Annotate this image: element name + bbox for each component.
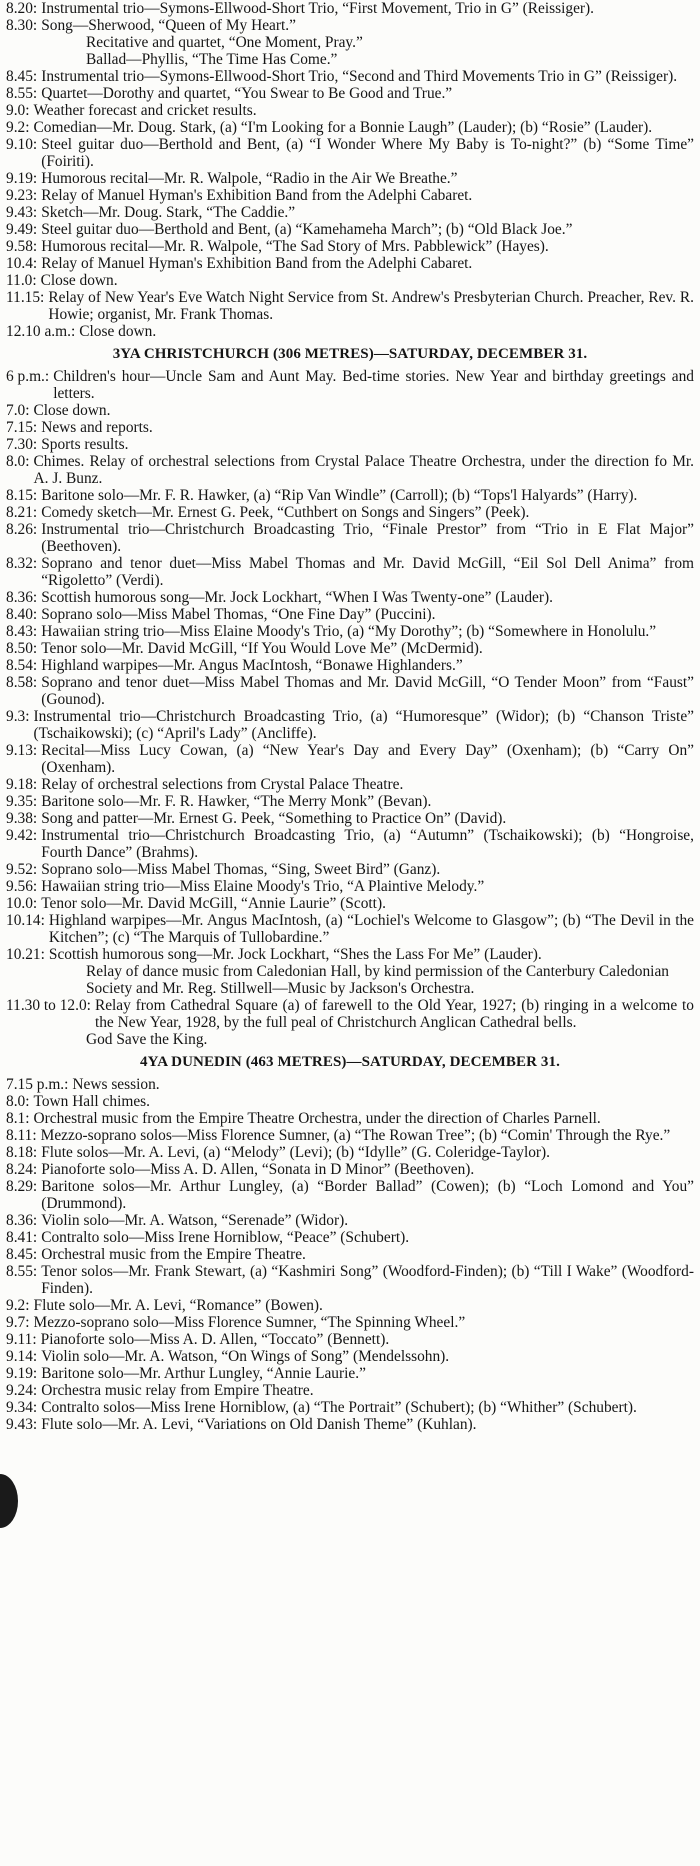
entry-text: Soprano solo—Miss Mabel Thomas, “Sing, Sweet Bird” (Ganz).	[41, 861, 441, 878]
entry-text: Soprano and tenor duet—Miss Mabel Thomas and Mr. David McGill, “Eil Sol Dell Anima” from “Rigoletto” (Verdi).	[41, 555, 694, 589]
entry-text: Recitative and quartet, “One Moment, Pray.”	[86, 34, 363, 51]
entry-time: 8.30:	[6, 17, 38, 34]
entry-text: Steel guitar duo—Berthold and Bent, (a) “I Wonder Where My Baby is To-night?” (b) “Some Time” (Foiriti).	[41, 136, 694, 170]
entry-text: Humorous recital—Mr. R. Walpole, “Radio in the Air We Breathe.”	[41, 170, 458, 187]
entry-text: Humorous recital—Mr. R. Walpole, “The Sad Story of Mrs. Pabblewick” (Hayes).	[41, 238, 549, 255]
programme-entry	[6, 85, 694, 102]
entry-time: 7.30:	[6, 436, 38, 453]
ink-blot	[0, 1474, 18, 1528]
entry-time: 8.11:	[6, 1127, 37, 1144]
entry-text: Song and patter—Mr. Ernest G. Peek, “Something to Practice On” (David).	[41, 810, 507, 827]
programme-entry	[6, 776, 694, 793]
programme-entry	[6, 793, 694, 810]
programme-entry	[6, 504, 694, 521]
entry-text: Pianoforte solo—Miss A. D. Allen, “Toccato” (Bennett).	[40, 1331, 390, 1348]
entry-text: Relay of orchestral selections from Crystal Palace Theatre.	[41, 776, 404, 793]
entry-time: 7.15:	[6, 419, 38, 436]
entry-text: Flute solo—Mr. A. Levi, “Variations on Old Danish Theme” (Kuhlan).	[41, 1416, 477, 1433]
entry-time: 7.0:	[6, 402, 30, 419]
programme-entry	[6, 34, 694, 51]
entry-time: 8.0:	[6, 1093, 30, 1110]
entry-text: Violin solo—Mr. A. Watson, “On Wings of Song” (Mendelssohn).	[41, 1348, 450, 1365]
programme-entry	[6, 68, 694, 85]
entry-time: 8.20:	[6, 0, 38, 17]
programme-entry	[6, 1382, 694, 1399]
programme-entry	[6, 1399, 694, 1416]
entry-time: 9.34:	[6, 1399, 38, 1416]
entry-time: 9.19:	[6, 1365, 38, 1382]
programme-entry	[6, 170, 694, 187]
programme-entry	[6, 1110, 694, 1127]
programme-entry	[6, 640, 694, 657]
programme-entry	[6, 1144, 694, 1161]
programme-entry	[6, 555, 694, 589]
entry-time: 8.40:	[6, 606, 38, 623]
entry-time: 9.43:	[6, 204, 38, 221]
entry-text: Contralto solos—Miss Irene Horniblow, (a) “The Portrait” (Schubert); (b) “Whither” (Schubert).	[41, 1399, 637, 1416]
entry-time: 8.43:	[6, 623, 38, 640]
entry-text: Scottish humorous song—Mr. Jock Lockhart, “When I Was Twenty-one” (Lauder).	[41, 589, 553, 606]
entry-text: Sketch—Mr. Doug. Stark, “The Caddie.”	[41, 204, 296, 221]
entry-text: Relay of Manuel Hyman's Exhibition Band from the Adelphi Cabaret.	[41, 255, 473, 272]
programme-entry	[6, 912, 694, 946]
entry-text: Baritone solo—Mr. F. R. Hawker, (a) “Rip Van Windle” (Carroll); (b) “Tops'l Halyards” (Harry).	[41, 487, 638, 504]
entry-time: 9.13:	[6, 742, 38, 759]
entry-text: Baritone solo—Mr. Arthur Lungley, “Annie Laurie.”	[41, 1365, 366, 1382]
entry-time: 8.41:	[6, 1229, 38, 1246]
programme-entry	[6, 487, 694, 504]
entry-time: 8.0:	[6, 453, 30, 470]
entry-text: Hawaiian string trio—Miss Elaine Moody's Trio, “A Plaintive Melody.”	[41, 878, 485, 895]
entry-time: 9.24:	[6, 1382, 38, 1399]
entry-text: Tenor solos—Mr. Frank Stewart, (a) “Kashmiri Song” (Woodford-Finden); (b) “Till I Wake” (Woodford-Finden).	[41, 1263, 694, 1297]
programme-entry	[6, 272, 694, 289]
entry-text: Soprano and tenor duet—Miss Mabel Thomas and Mr. David McGill, “O Tender Moon” from “Faust” (Gounod).	[41, 674, 694, 708]
entry-text: Mezzo-soprano solos—Miss Florence Sumner, (a) “The Rowan Tree”; (b) “Comin' Through the Rye.”	[40, 1127, 671, 1144]
section-3ya-christchurch	[6, 368, 694, 1048]
heading-4ya: 4YA DUNEDIN (463 METRES)—SATURDAY, DECEMBER 31.	[140, 1054, 560, 1070]
programme-entry	[6, 1031, 694, 1048]
entry-text: Highland warpipes—Mr. Angus MacIntosh, (a) “Lochiel's Welcome to Glasgow”; (b) “The Devil in the Kitchen”; (c) “The Marquis of Tullobardine.”	[48, 912, 694, 946]
entry-text: Orchestral music from the Empire Theatre.	[41, 1246, 306, 1263]
entry-time: 8.29:	[6, 1178, 38, 1195]
entry-time: 12.10 a.m.:	[6, 323, 76, 340]
programme-entry	[6, 1161, 694, 1178]
entry-text: Hawaiian string trio—Miss Elaine Moody's Trio, (a) “My Dorothy”; (b) “Somewhere in Honolulu.”	[41, 623, 657, 640]
entry-time: 8.15:	[6, 487, 38, 504]
entry-time: 9.7:	[6, 1314, 30, 1331]
entry-text: Close down.	[79, 323, 157, 340]
programme-entry	[6, 589, 694, 606]
programme-entry	[6, 1093, 694, 1110]
entry-time: 9.19:	[6, 170, 38, 187]
entry-time: 9.2:	[6, 119, 30, 136]
programme-entry	[6, 289, 694, 323]
programme-entry	[6, 708, 694, 742]
programme-entry	[6, 255, 694, 272]
entry-text: Instrumental trio—Christchurch Broadcasting Trio, “Finale Prestor” from “Trio in E Flat Major” (Beethoven).	[41, 521, 694, 555]
entry-text: Comedian—Mr. Doug. Stark, (a) “I'm Looking for a Bonnie Laugh” (Lauder); (b) “Rosie” (Lauder).	[33, 119, 653, 136]
programme-entry	[6, 895, 694, 912]
programme-entry	[6, 136, 694, 170]
entry-time: 9.42:	[6, 827, 38, 844]
programme-entry	[6, 674, 694, 708]
programme-entry	[6, 221, 694, 238]
entry-text: Instrumental trio—Christchurch Broadcasting Trio, (a) “Humoresque” (Widor); (b) “Chanson Triste” (Tschaikowski); (c) “April's Lady” (Ancliffe).	[33, 708, 694, 742]
entry-time: 8.1:	[6, 1110, 30, 1127]
entry-time: 9.52:	[6, 861, 38, 878]
entry-time: 8.18:	[6, 1144, 38, 1161]
section-2ya-continued	[6, 0, 694, 340]
entry-time: 11.0:	[6, 272, 37, 289]
entry-text: Close down.	[33, 402, 111, 419]
entry-text: Weather forecast and cricket results.	[33, 102, 257, 119]
entry-text: Relay of Manuel Hyman's Exhibition Band from the Adelphi Cabaret.	[41, 187, 473, 204]
entry-text: Pianoforte solo—Miss A. D. Allen, “Sonata in D Minor” (Beethoven).	[41, 1161, 475, 1178]
programme-entry	[6, 1076, 694, 1093]
entry-text: Flute solo—Mr. A. Levi, “Romance” (Bowen).	[33, 1297, 323, 1314]
entry-time: 9.14:	[6, 1348, 38, 1365]
entry-time: 9.58:	[6, 238, 38, 255]
programme-entry	[6, 51, 694, 68]
programme-entry	[6, 402, 694, 419]
entry-time: 8.55:	[6, 85, 38, 102]
programme-entry	[6, 1263, 694, 1297]
entry-text: Recital—Miss Lucy Cowan, (a) “New Year's Day and Every Day” (Oxenham); (b) “Carry On” (Oxenham).	[41, 742, 694, 776]
heading-3ya: 3YA CHRISTCHURCH (306 METRES)—SATURDAY, DECEMBER 31.	[112, 346, 588, 362]
entry-time: 9.35:	[6, 793, 38, 810]
entry-text: Relay of dance music from Caledonian Hall, by kind permission of the Canterbury Caledonian Society and Mr. Reg. Stillwell—Music by Jackson's Orchestra.	[86, 963, 669, 997]
entry-time: 8.45:	[6, 68, 38, 85]
programme-entry	[6, 17, 694, 34]
entry-time: 8.45:	[6, 1246, 38, 1263]
programme-entry	[6, 963, 694, 997]
entry-text: News session.	[72, 1076, 160, 1093]
entry-time: 8.32:	[6, 555, 38, 572]
entry-text: Instrumental trio—Symons-Ellwood-Short Trio, “First Movement, Trio in G” (Reissiger).	[41, 0, 594, 17]
entry-time: 9.0:	[6, 102, 30, 119]
programme-entry	[6, 827, 694, 861]
programme-entry	[6, 997, 694, 1031]
entry-text: Steel guitar duo—Berthold and Bent, (a) “Kamehameha March”; (b) “Old Black Joe.”	[41, 221, 573, 238]
entry-time: 8.58:	[6, 674, 38, 691]
programme-entry	[6, 946, 694, 963]
entry-text: Scottish humorous song—Mr. Jock Lockhart, “Shes the Lass For Me” (Lauder).	[48, 946, 542, 963]
programme-entry	[6, 323, 694, 340]
entry-text: Quartet—Dorothy and quartet, “You Swear to Be Good and True.”	[41, 85, 453, 102]
programme-entry	[6, 187, 694, 204]
entry-text: Highland warpipes—Mr. Angus MacIntosh, “Bonawe Highlanders.”	[41, 657, 463, 674]
entry-time: 6 p.m.:	[6, 368, 50, 385]
entry-time: 9.10:	[6, 136, 38, 153]
entry-text: Tenor solo—Mr. David McGill, “If You Would Love Me” (McDermid).	[41, 640, 483, 657]
entry-time: 9.2:	[6, 1297, 30, 1314]
entry-text: Relay of New Year's Eve Watch Night Service from St. Andrew's Presbyterian Church. Preacher, Rev. R. Howie; organist, Mr. Frank Thomas.	[48, 289, 694, 323]
entry-text: Baritone solo—Mr. F. R. Hawker, “The Merry Monk” (Bevan).	[41, 793, 432, 810]
programme-entry	[6, 878, 694, 895]
entry-time: 9.38:	[6, 810, 38, 827]
entry-text: Town Hall chimes.	[33, 1093, 150, 1110]
entry-text: Close down.	[40, 272, 118, 289]
entry-time: 10.4:	[6, 255, 38, 272]
entry-time: 9.43:	[6, 1416, 38, 1433]
programme-entry	[6, 1127, 694, 1144]
entry-time: 10.14:	[6, 912, 45, 929]
entry-time: 8.36:	[6, 1212, 38, 1229]
programme-entry	[6, 436, 694, 453]
entry-text: News and reports.	[41, 419, 153, 436]
entry-time: 8.26:	[6, 521, 38, 538]
entry-time: 8.54:	[6, 657, 38, 674]
entry-time: 8.21:	[6, 504, 38, 521]
programme-entry	[6, 238, 694, 255]
programme-entry	[6, 102, 694, 119]
entry-text: Orchestral music from the Empire Theatre Orchestra, under the direction of Charles Parnell.	[33, 1110, 601, 1127]
entry-text: Comedy sketch—Mr. Ernest G. Peek, “Cuthbert on Songs and Singers” (Peek).	[41, 504, 530, 521]
entry-time: 11.15:	[6, 289, 45, 306]
programme-entry	[6, 1178, 694, 1212]
programme-entry	[6, 1348, 694, 1365]
programme-entry	[6, 1297, 694, 1314]
entry-time: 9.49:	[6, 221, 38, 238]
programme-entry	[6, 1416, 694, 1433]
programme-entry	[6, 657, 694, 674]
section-4ya-dunedin	[6, 1076, 694, 1433]
entry-text: Chimes. Relay of orchestral selections from Crystal Palace Theatre Orchestra, under the direction fo Mr. A. J. Bunz.	[33, 453, 694, 487]
entry-time: 9.3:	[6, 708, 30, 725]
programme-entry	[6, 521, 694, 555]
entry-text: Flute solos—Mr. A. Levi, (a) “Melody” (Levi); (b) “Idylle” (G. Coleridge-Taylor).	[41, 1144, 551, 1161]
programme-entry	[6, 453, 694, 487]
programme-entry	[6, 0, 694, 17]
entry-time: 8.50:	[6, 640, 38, 657]
entry-text: Ballad—Phyllis, “The Time Has Come.”	[86, 51, 338, 68]
entry-time: 10.0:	[6, 895, 38, 912]
programme-entry	[6, 810, 694, 827]
entry-time: 8.36:	[6, 589, 38, 606]
programme-entry	[6, 1331, 694, 1348]
entry-text: Relay from Cathedral Square (a) of farewell to the Old Year, 1927; (b) ringing in a welcome to the New Year, 1928, by the full peal of Christchurch Anglican Cathedral bells.	[94, 997, 694, 1031]
entry-time: 9.18:	[6, 776, 38, 793]
entry-text: Baritone solos—Mr. Arthur Lungley, (a) “Border Ballad” (Cowen); (b) “Loch Lomond and You” (Drummond).	[41, 1178, 694, 1212]
entry-text: Instrumental trio—Christchurch Broadcasting Trio, (a) “Autumn” (Tschaikowski); (b) “Hongroise, Fourth Dance” (Brahms).	[41, 827, 694, 861]
entry-text: Orchestra music relay from Empire Theatre.	[41, 1382, 314, 1399]
programme-entry	[6, 1229, 694, 1246]
entry-time: 9.56:	[6, 878, 38, 895]
entry-time: 8.55:	[6, 1263, 38, 1280]
programme-entry	[6, 742, 694, 776]
entry-text: Sports results.	[41, 436, 129, 453]
entry-time: 11.30 to 12.0:	[6, 997, 91, 1014]
entry-text: Violin solo—Mr. A. Watson, “Serenade” (Widor).	[41, 1212, 349, 1229]
entry-time: 8.24:	[6, 1161, 38, 1178]
entry-time: 9.11:	[6, 1331, 37, 1348]
entry-text: Instrumental trio—Symons-Ellwood-Short Trio, “Second and Third Movements Trio in G” (Reissiger).	[41, 68, 678, 85]
programme-entry	[6, 623, 694, 640]
programme-entry	[6, 204, 694, 221]
programme-entry	[6, 861, 694, 878]
entry-text: Tenor solo—Mr. David McGill, “Annie Laurie” (Scott).	[41, 895, 386, 912]
entry-text: Children's hour—Uncle Sam and Aunt May. Bed-time stories. New Year and birthday greetings and letters.	[53, 368, 694, 402]
entry-text: Contralto solo—Miss Irene Horniblow, “Peace” (Schubert).	[41, 1229, 410, 1246]
programme-entry	[6, 1365, 694, 1382]
programme-entry	[6, 606, 694, 623]
programme-entry	[6, 419, 694, 436]
programme-entry	[6, 368, 694, 402]
entry-time: 10.21:	[6, 946, 45, 963]
entry-time: 9.23:	[6, 187, 38, 204]
entry-time: 7.15 p.m.:	[6, 1076, 69, 1093]
entry-text: God Save the King.	[86, 1031, 208, 1048]
entry-text: Soprano solo—Miss Mabel Thomas, “One Fine Day” (Puccini).	[41, 606, 436, 623]
entry-text: Song—Sherwood, “Queen of My Heart.”	[41, 17, 296, 34]
entry-text: Mezzo-soprano solo—Miss Florence Sumner, “The Spinning Wheel.”	[33, 1314, 466, 1331]
programme-entry	[6, 1246, 694, 1263]
programme-entry	[6, 1314, 694, 1331]
programme-entry	[6, 1212, 694, 1229]
programme-entry	[6, 119, 694, 136]
